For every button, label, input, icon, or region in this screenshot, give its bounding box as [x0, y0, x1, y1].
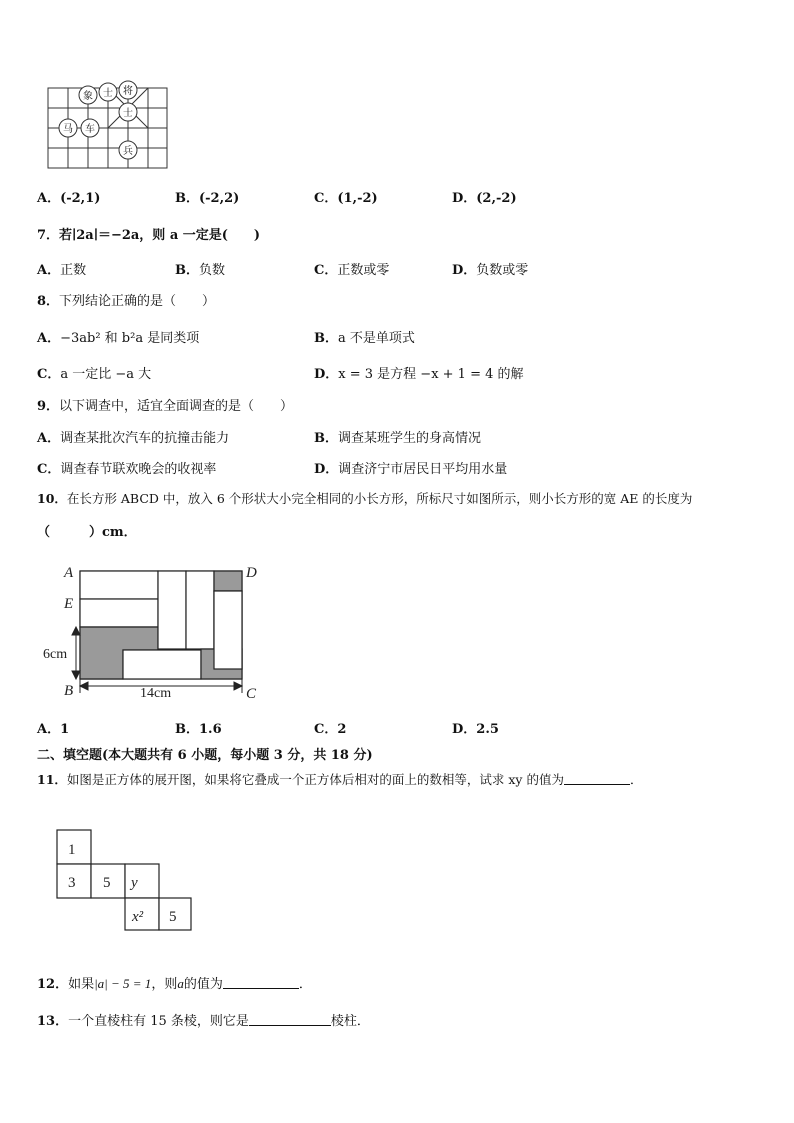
q7-stem: 7．若∣2a∣＝−2a，则 a 一定是( ) [37, 228, 261, 243]
q12-answer-blank[interactable] [223, 988, 299, 989]
q9-stem: 9．以下调查中，适宜全面调查的是（ ） [37, 399, 294, 414]
q8-option-a[interactable]: A．−3ab² 和 b²a 是同类项 [37, 331, 200, 346]
q9-option-b[interactable]: B．调查某班学生的身高情况 [314, 431, 482, 446]
q6-option-b[interactable]: B．(-2,2) [175, 191, 240, 206]
q10-option-d[interactable]: D．2.5 [452, 722, 499, 737]
q11-answer-blank[interactable] [564, 784, 630, 785]
q10-width-label: 14cm [140, 686, 172, 701]
q7-option-b[interactable]: B．负数 [175, 263, 226, 278]
q11-cube-net-figure [50, 825, 200, 935]
q10-rectangle-figure [40, 558, 270, 703]
q6-option-c[interactable]: C．(1,-2) [314, 191, 378, 206]
q10-label-e: E [64, 596, 74, 612]
q7-option-a[interactable]: A．正数 [37, 263, 87, 278]
chess-piece-ma: 马 [63, 124, 73, 135]
q10-label-a: A [64, 565, 74, 581]
q10-stem-line2: （ ）cm． [37, 525, 137, 540]
chess-piece-xiang: 象 [83, 91, 93, 102]
net-face-x2: x² [132, 909, 144, 925]
chess-piece-che: 车 [85, 124, 95, 135]
q10-label-b: B [64, 683, 74, 699]
q11-stem: 11．如图是正方体的展开图，如果将它叠成一个正方体后相对的面上的数相等，试求 xy 的值为 ． [37, 772, 643, 787]
q10-option-c[interactable]: C．2 [314, 722, 347, 737]
q8-option-c[interactable]: C．a 一定比 −a 大 [37, 367, 152, 382]
net-face-3: 3 [68, 875, 76, 891]
chess-piece-shi: 士 [103, 88, 113, 99]
net-face-y: y [131, 875, 138, 891]
q10-option-b[interactable]: B．1.6 [175, 722, 222, 737]
chess-board-figure [45, 80, 171, 172]
q12-stem: 12．如果|a| − 5 = 1，则a的值为 ． [37, 976, 312, 992]
section-title: 二、填空题(本大题共有 6 小题，每小题 3 分，共 18 分) [37, 748, 373, 763]
q7-option-c[interactable]: C．正数或零 [314, 263, 390, 278]
q10-label-c: C [246, 686, 257, 702]
q9-option-c[interactable]: C．调查春节联欢晚会的收视率 [37, 462, 217, 477]
q6-option-d[interactable]: D．(2,-2) [452, 191, 517, 206]
q9-option-d[interactable]: D．调查济宁市居民日平均用水量 [314, 462, 508, 477]
q7-option-d[interactable]: D．负数或零 [452, 263, 529, 278]
q9-option-a[interactable]: A．调查某批次汽车的抗撞击能力 [37, 431, 230, 446]
chess-piece-shi: 士 [123, 108, 133, 119]
q13-stem: 13．一个直棱柱有 15 条棱，则它是 棱柱． [37, 1014, 370, 1029]
q8-stem: 8．下列结论正确的是（ ） [37, 294, 216, 309]
q13-answer-blank[interactable] [249, 1025, 331, 1026]
net-face-1: 1 [68, 842, 76, 858]
net-face-5b: 5 [169, 909, 177, 925]
net-face-5: 5 [103, 875, 111, 891]
q8-option-b[interactable]: B．a 不是单项式 [314, 331, 415, 346]
q10-label-d: D [246, 565, 257, 581]
chess-piece-bing: 兵 [123, 146, 133, 157]
q10-height-label: 6cm [43, 647, 68, 662]
q10-stem-line1: 10．在长方形 ABCD 中，放入 6 个形状大小完全相同的小长方形，所标尺寸如图所示，则小长方形的宽 AE 的长度为 [37, 491, 693, 506]
chess-piece-jiang: 将 [123, 86, 133, 97]
q8-option-d[interactable]: D．x = 3 是方程 −x + 1 = 4 的解 [314, 367, 524, 382]
q6-option-a[interactable]: A．(-2,1) [37, 191, 101, 206]
q10-option-a[interactable]: A．1 [37, 722, 70, 737]
